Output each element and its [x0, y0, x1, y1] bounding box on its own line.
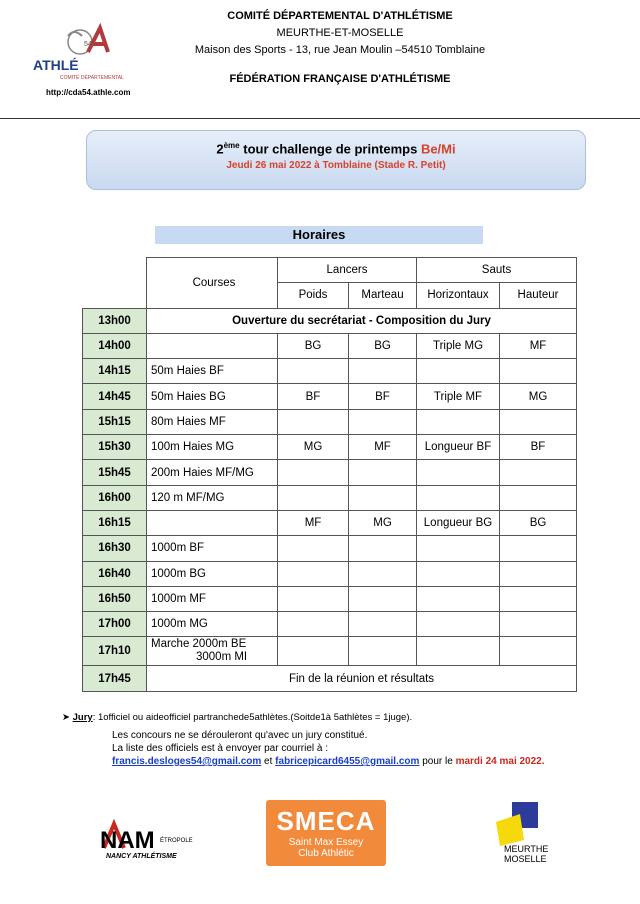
cell-marteau — [349, 485, 417, 510]
note-line: La liste des officiels est à envoyer par courriel à : — [112, 743, 329, 754]
svg-text:NAM: NAM — [100, 827, 155, 854]
cell-poids — [278, 561, 349, 586]
cell-poids: BF — [278, 384, 349, 409]
cell-poids — [278, 409, 349, 434]
cell-hauteur — [500, 359, 577, 384]
row-time: 15h30 — [83, 435, 147, 460]
email-link-2[interactable]: fabricepicard6455@gmail.com — [275, 756, 420, 767]
row-text: Ouverture du secrétariat - Composition du Jury — [147, 308, 577, 333]
cell-poids — [278, 536, 349, 561]
email-link-1[interactable]: francis.desloges54@gmail.com — [112, 756, 262, 767]
cell-horizontaux: Triple MG — [417, 333, 500, 358]
event-title: 2ème tour challenge de printemps Be/Mi — [216, 141, 456, 157]
cell-marteau — [349, 561, 417, 586]
logo-text: ATHLÉ — [33, 57, 79, 73]
cell-marteau — [349, 536, 417, 561]
row-course: 1000m MF — [147, 586, 278, 611]
header-sauts: Sauts — [417, 258, 577, 283]
cell-horizontaux — [417, 561, 500, 586]
table-row — [83, 384, 577, 409]
table-row — [83, 666, 577, 691]
jury-note: ➤ Jury: 1officiel ou aideofficiel partranchede5athlètes.(Soitde1à 5athlètes = 1juge). — [62, 712, 413, 723]
row-course — [147, 333, 278, 358]
cell-poids — [278, 485, 349, 510]
cell-hauteur — [500, 409, 577, 434]
svg-text:MOSELLE: MOSELLE — [504, 854, 547, 864]
cell-marteau: MF — [349, 435, 417, 460]
row-course: 1000m BG — [147, 561, 278, 586]
cell-horizontaux — [417, 586, 500, 611]
cell-poids: MG — [278, 435, 349, 460]
table-row — [83, 612, 577, 637]
cell-marteau — [349, 460, 417, 485]
note-line: Les concours ne se dérouleront qu'avec un jury constitué. — [112, 730, 368, 741]
cell-hauteur — [500, 561, 577, 586]
cell-marteau — [349, 586, 417, 611]
table-row — [83, 485, 577, 510]
svg-text:NANCY ATHLÉTISME: NANCY ATHLÉTISME — [106, 853, 177, 860]
logo-caption: COMITÉ DÉPARTEMENTAL — [60, 75, 124, 81]
deadline: mardi 24 mai 2022 — [455, 756, 542, 767]
row-time: 16h40 — [83, 561, 147, 586]
svg-text:54: 54 — [84, 41, 92, 48]
table-row — [83, 409, 577, 434]
cell-poids — [278, 612, 349, 637]
cell-marteau — [349, 409, 417, 434]
cell-horizontaux: Longueur BG — [417, 510, 500, 535]
table-row — [83, 637, 577, 666]
cell-hauteur — [500, 485, 577, 510]
row-time: 14h00 — [83, 333, 147, 358]
table-row — [83, 308, 577, 333]
row-course: 100m Haies MG — [147, 435, 278, 460]
row-time: 13h00 — [83, 308, 147, 333]
table-row — [83, 561, 577, 586]
cell-horizontaux — [417, 359, 500, 384]
row-course: 1000m BF — [147, 536, 278, 561]
meurthe-moselle-logo — [490, 800, 550, 864]
cell-marteau: BG — [349, 333, 417, 358]
header-horizontaux: Horizontaux — [417, 283, 500, 308]
row-time: 17h45 — [83, 666, 147, 691]
row-course: 1000m MG — [147, 612, 278, 637]
row-course: 120 m MF/MG — [147, 485, 278, 510]
cell-marteau: BF — [349, 384, 417, 409]
row-time: 15h45 — [83, 460, 147, 485]
cell-poids — [278, 460, 349, 485]
department-name: MEURTHE-ET-MOSELLE — [276, 27, 404, 39]
cell-poids: MF — [278, 510, 349, 535]
contact-line: francis.desloges54@gmail.com et fabricepicard6455@gmail.com pour le mardi 24 mai 2022. — [112, 756, 545, 767]
header-divider — [0, 118, 640, 119]
table-row — [83, 435, 577, 460]
row-text: Fin de la réunion et résultats — [147, 666, 577, 691]
table-row — [83, 359, 577, 384]
table-row — [83, 586, 577, 611]
cell-hauteur — [500, 612, 577, 637]
cell-marteau — [349, 612, 417, 637]
row-time: 14h15 — [83, 359, 147, 384]
event-date: Jeudi 26 mai 2022 à Tomblaine (Stade R. Petit) — [226, 160, 446, 172]
cell-hauteur — [500, 536, 577, 561]
row-time: 16h50 — [83, 586, 147, 611]
cell-hauteur: BF — [500, 435, 577, 460]
cell-horizontaux — [417, 409, 500, 434]
table-row — [83, 333, 577, 358]
table-row — [83, 510, 577, 535]
org-name: COMITÉ DÉPARTEMENTAL D'ATHLÉTISME — [227, 10, 453, 22]
row-course: Marche 2000m BE 3000m MI — [147, 637, 278, 666]
header-marteau: Marteau — [349, 283, 417, 308]
cell-poids — [278, 586, 349, 611]
federation-name: FÉDÉRATION FRANÇAISE D'ATHLÉTISME — [229, 73, 451, 85]
notes — [62, 712, 582, 768]
header-hauteur: Hauteur — [500, 283, 577, 308]
header-courses: Courses — [147, 258, 278, 309]
schedule-table — [82, 257, 577, 692]
cell-horizontaux — [417, 612, 500, 637]
row-time: 14h45 — [83, 384, 147, 409]
row-time: 16h15 — [83, 510, 147, 535]
row-course: 50m Haies BF — [147, 359, 278, 384]
row-course: 50m Haies BG — [147, 384, 278, 409]
cell-horizontaux — [417, 460, 500, 485]
header-lancers: Lancers — [278, 258, 417, 283]
table-row — [83, 536, 577, 561]
cell-hauteur — [500, 586, 577, 611]
cell-horizontaux: Triple MF — [417, 384, 500, 409]
cell-poids: BG — [278, 333, 349, 358]
svg-text:MEURTHE: MEURTHE — [504, 844, 549, 854]
schedule-heading: Horaires — [155, 226, 483, 244]
cell-horizontaux — [417, 536, 500, 561]
row-course — [147, 510, 278, 535]
cell-hauteur: BG — [500, 510, 577, 535]
row-course: 200m Haies MF/MG — [147, 460, 278, 485]
smeca-logo: SMECA Saint Max Essey Club Athlétic — [266, 800, 386, 866]
row-time: 16h00 — [83, 485, 147, 510]
event-banner — [86, 130, 586, 190]
nam-logo — [98, 818, 208, 862]
svg-text:ÉTROPOLE: ÉTROPOLE — [160, 838, 193, 844]
cell-hauteur: MG — [500, 384, 577, 409]
cell-hauteur: MF — [500, 333, 577, 358]
corner-cell — [83, 258, 147, 309]
header-poids: Poids — [278, 283, 349, 308]
row-time: 17h10 — [83, 637, 147, 666]
cell-marteau: MG — [349, 510, 417, 535]
cda54-logo — [28, 22, 158, 82]
cell-horizontaux — [417, 485, 500, 510]
cell-hauteur — [500, 460, 577, 485]
cell-horizontaux: Longueur BF — [417, 435, 500, 460]
cell-poids — [278, 359, 349, 384]
row-course: 80m Haies MF — [147, 409, 278, 434]
row-time: 17h00 — [83, 612, 147, 637]
row-time: 15h15 — [83, 409, 147, 434]
address: Maison des Sports - 13, rue Jean Moulin –54510 Tomblaine — [194, 44, 486, 56]
row-time: 16h30 — [83, 536, 147, 561]
table-row — [83, 460, 577, 485]
website-url[interactable]: http://cda54.athle.com — [46, 88, 131, 97]
cell-marteau — [349, 359, 417, 384]
